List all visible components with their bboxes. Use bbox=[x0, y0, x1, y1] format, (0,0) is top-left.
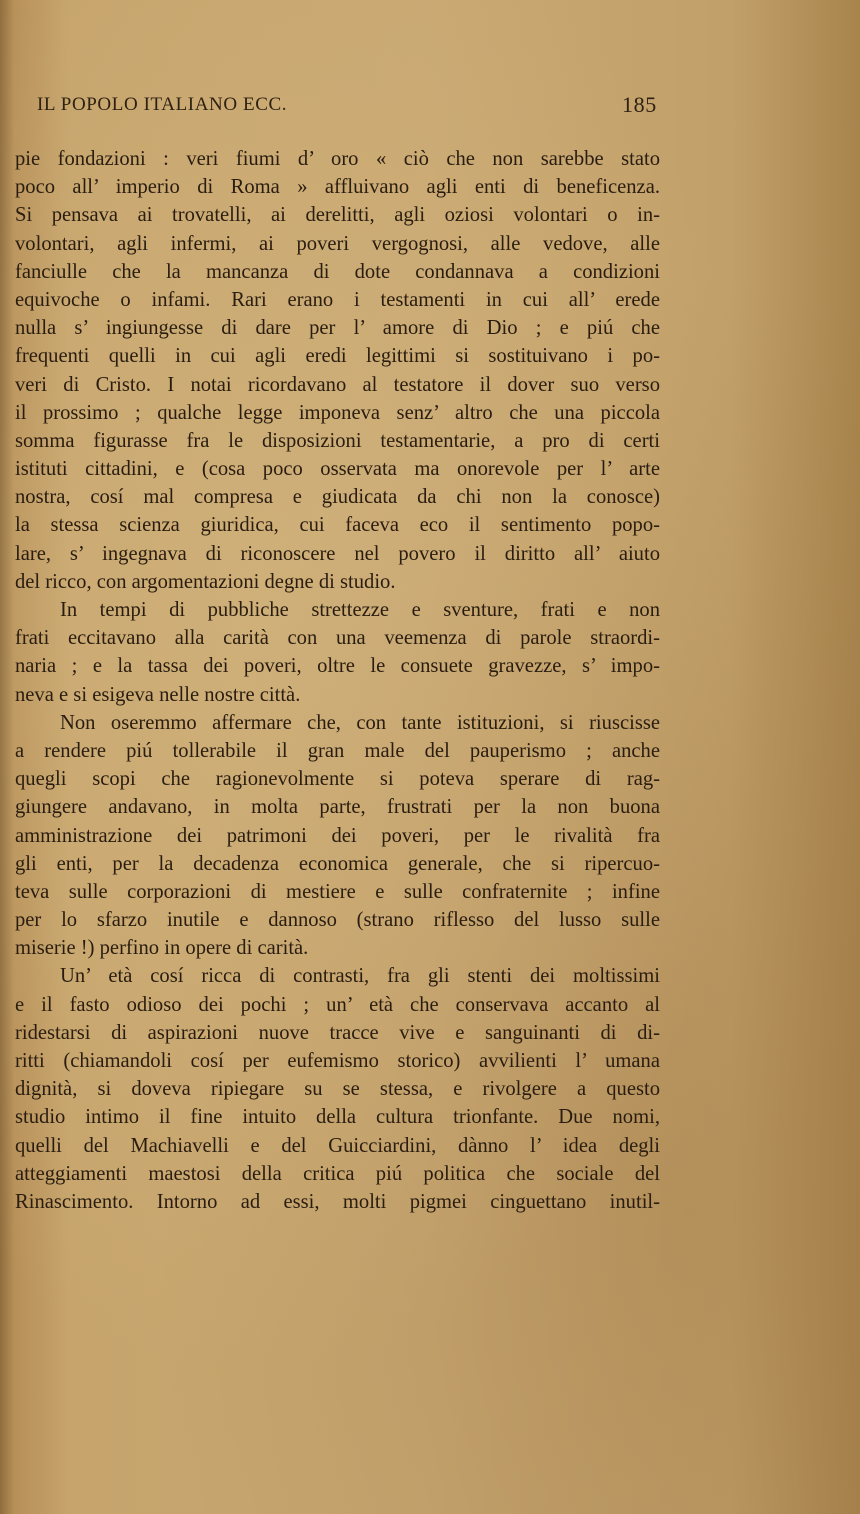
text-line: nostra, cosí mal compresa e giudicata da chi non la conosce) bbox=[15, 486, 660, 509]
text-line: frequenti quelli in cui agli eredi legittimi si sostituivano i po- bbox=[15, 345, 660, 368]
text-line: teva sulle corporazioni di mestiere e sulle confraternite ; infine bbox=[15, 880, 660, 903]
text-line: quelli del Machiavelli e del Guicciardini, dànno l’ idea degli bbox=[15, 1134, 660, 1157]
text-line: Si pensava ai trovatelli, ai derelitti, agli oziosi volontari o in- bbox=[15, 204, 660, 227]
text-line-paragraph-start: Non oseremmo affermare che, con tante istituzioni, si riuscisse bbox=[60, 711, 660, 734]
text-line-paragraph-start: In tempi di pubbliche strettezze e sventure, frati e non bbox=[60, 599, 660, 621]
text-line: veri di Cristo. I notai ricordavano al testatore il dover suo verso bbox=[15, 373, 660, 396]
text-line: istituti cittadini, e (cosa poco osservata ma onorevole per l’ arte bbox=[15, 458, 660, 481]
running-head bbox=[37, 94, 667, 124]
text-line: la stessa scienza giuridica, cui faceva eco il sentimento popo- bbox=[15, 514, 660, 537]
text-line: somma figurasse fra le disposizioni testamentarie, a pro di certi bbox=[15, 429, 660, 452]
text-line: neva e si esigeva nelle nostre città. bbox=[15, 683, 301, 706]
text-line: quegli scopi che ragionevolmente si poteva sperare di rag- bbox=[15, 768, 660, 791]
text-line: atteggiamenti maestosi della critica piú politica che sociale del bbox=[15, 1162, 660, 1185]
text-line: del ricco, con argomentazioni degne di studio. bbox=[15, 570, 396, 593]
text-line: studio intimo il fine intuito della cultura trionfante. Due nomi, bbox=[15, 1106, 660, 1129]
text-line: lare, s’ ingegnava di riconoscere nel povero il diritto all’ aiuto bbox=[15, 542, 660, 565]
text-line: miserie !) perfino in opere di carità. bbox=[15, 937, 309, 960]
text-line: volontari, agli infermi, ai poveri vergognosi, alle vedove, alle bbox=[15, 232, 660, 255]
text-line: naria ; e la tassa dei poveri, oltre le consuete gravezze, s’ impo- bbox=[15, 655, 660, 678]
text-line: ridestarsi di aspirazioni nuove tracce vive e sanguinanti di di- bbox=[15, 1021, 660, 1044]
text-line: equivoche o infami. Rari erano i testamenti in cui all’ erede bbox=[15, 288, 660, 311]
text-line: per lo sfarzo inutile e dannoso (strano riflesso del lusso sulle bbox=[15, 909, 660, 932]
text-line: Rinascimento. Intorno ad essi, molti pigmei cinguettano inutil- bbox=[15, 1190, 660, 1213]
page-edge-shadow bbox=[0, 0, 14, 1514]
text-line: nulla s’ ingiungesse di dare per l’ amore di Dio ; e piú che bbox=[15, 317, 660, 340]
page-number: 185 bbox=[622, 92, 657, 117]
text-line: gli enti, per la decadenza economica generale, che si ripercuo- bbox=[15, 852, 660, 875]
text-line: amministrazione dei patrimoni dei poveri, per le rivalità fra bbox=[15, 824, 660, 847]
text-line-paragraph-start: Un’ età cosí ricca di contrasti, fra gli stenti dei moltissimi bbox=[60, 965, 660, 988]
text-line: giungere andavano, in molta parte, frustrati per la non buona bbox=[15, 796, 660, 819]
running-head-title: IL POPOLO ITALIANO ECC. bbox=[37, 94, 288, 115]
text-line: dignità, si doveva ripiegare su se stessa, e rivolgere a questo bbox=[15, 1078, 660, 1101]
text-line: ritti (chiamandoli cosí per eufemismo storico) avvilienti l’ umana bbox=[15, 1050, 660, 1072]
text-line: e il fasto odioso dei pochi ; un’ età che conservava accanto al bbox=[15, 993, 660, 1016]
text-line: a rendere piú tollerabile il gran male del pauperismo ; anche bbox=[15, 739, 660, 762]
body-text bbox=[15, 145, 660, 1216]
text-line: pie fondazioni : veri fiumi d’ oro « ciò che non sarebbe stato bbox=[15, 148, 660, 170]
text-line: fanciulle che la mancanza di dote condannava a condizioni bbox=[15, 260, 660, 283]
text-line: poco all’ imperio di Roma » affluivano agli enti di beneficenza. bbox=[15, 176, 660, 199]
text-line: il prossimo ; qualche legge imponeva senz’ altro che una piccola bbox=[15, 401, 660, 424]
text-line: frati eccitavano alla carità con una veemenza di parole straordi- bbox=[15, 627, 660, 650]
